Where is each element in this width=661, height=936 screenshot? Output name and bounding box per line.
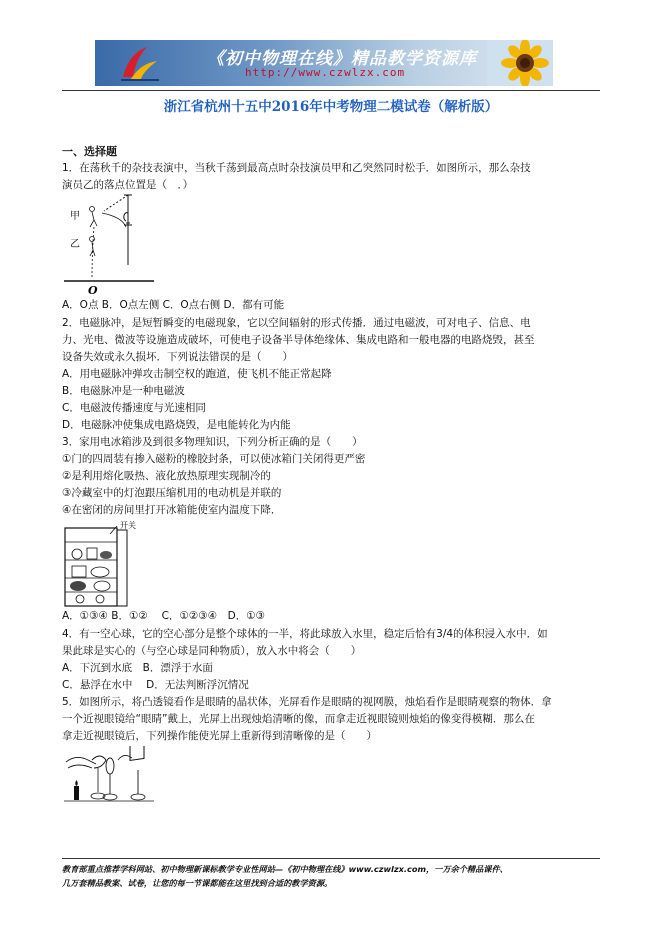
- q4-options-ab: A．下沉到水底 B．漂浮于水面: [62, 662, 213, 674]
- logo-icon: [117, 43, 161, 83]
- q1-stem-line1: 1．在荡秋千的杂技表演中，当秋千荡到最高点时杂技演员甲和乙突然同时松手．如图所示，那么杂技: [62, 162, 531, 174]
- q5-lens-figure: [62, 746, 162, 808]
- q1-swing-figure: [62, 193, 157, 295]
- footer-line2: 几万套精品教案、试卷，让您的每一节课都能在这里找到合适的教学资源。: [62, 878, 333, 888]
- header-banner: [95, 40, 553, 86]
- q3-statement-2: ②是利用熔化吸热、液化放热原理实现制冷的: [62, 470, 271, 482]
- q1-stem-line2: 演员乙的落点位置是（ ．）: [62, 179, 194, 191]
- footer-line1: 教育部重点推荐学科网站、初中物理新课标教学专业性网站—《初中物理在线》www.czwlzx.com，一万余个精品课件、: [62, 864, 508, 874]
- q1-label-yi: 乙: [70, 239, 80, 250]
- section-heading: 一、选择题: [62, 145, 117, 158]
- q3-options: A．①③④ B．①② C．①②③④ D．①③: [62, 610, 266, 622]
- banner-url: http://www.czwlzx.com: [245, 66, 406, 79]
- sunflower-icon: [487, 40, 553, 86]
- q1-options: A．O点 B．O点左侧 C．O点右侧 D．都有可能: [62, 299, 285, 311]
- q1-label-o: O: [88, 284, 98, 295]
- footer-rule: [62, 858, 600, 859]
- q2-option-c: C．电磁波传播速度与光速相同: [62, 402, 206, 414]
- q2-option-d: D．电磁脉冲使集成电路烧毁，是电能转化为内能: [62, 419, 291, 431]
- q4-stem-line1: 4．有一空心球，它的空心部分是整个球体的一半，将此球放入水里，稳定后恰有3/4的体积浸入水中．如: [62, 628, 548, 640]
- q3-statement-4: ④在密闭的房间里打开冰箱能使室内温度下降．: [62, 504, 282, 516]
- q5-stem-line2: 一个近视眼镜给“眼睛”戴上，光屏上出现烛焰清晰的像，而拿走近视眼镜则烛焰的像变得模糊．那么在: [62, 713, 535, 725]
- header-rule: [62, 90, 600, 91]
- q1-label-jia: 甲: [70, 211, 80, 222]
- q2-option-b: B．电磁脉冲是一种电磁波: [62, 385, 185, 397]
- q3-statement-1: ①门的四周装有掺入磁粉的橡胶封条，可以使冰箱门关闭得更严密: [62, 453, 366, 465]
- q4-options-cd: C．悬浮在水中 D．无法判断浮沉情况: [62, 679, 249, 691]
- q3-fridge-figure: [62, 520, 142, 608]
- document-title: 浙江省杭州十五中2016年中考物理二模试卷（解析版）: [163, 99, 499, 115]
- q5-stem-line1: 5．如图所示，将凸透镜看作是眼睛的晶状体，光屏看作是眼睛的视网膜，烛焰看作是眼睛观察的物体．拿: [62, 696, 552, 708]
- q4-stem-line2: 果此球是实心的（与空心球是同种物质），放入水中将会（ ）: [62, 645, 362, 657]
- q3-statement-3: ③冷藏室中的灯泡跟压缩机用的电动机是并联的: [62, 487, 282, 499]
- banner-title: 《初中物理在线》精品教学资源库: [207, 49, 477, 69]
- q2-stem-line3: 设备失效或永久损坏．下列说法错误的是（ ）: [62, 351, 293, 363]
- q2-stem-line1: 2．电磁脉冲，是短暂瞬变的电磁现象，它以空间辐射的形式传播．通过电磁波，可对电子、信息、电: [62, 317, 531, 329]
- q3-switch-label: 开关: [120, 521, 136, 530]
- q2-stem-line2: 力、光电、微波等设施造成破坏，可使电子设备半导体绝缘体、集成电路和一般电器的电路烧毁，甚至: [62, 334, 535, 346]
- q3-stem: 3．家用电冰箱涉及到很多物理知识，下列分析正确的是（ ）: [62, 436, 363, 448]
- q2-option-a: A．用电磁脉冲弹攻击制空权的跑道，使飞机不能正常起降: [62, 368, 332, 380]
- q5-stem-line3: 拿走近视眼镜后，下列操作能使光屏上重新得到清晰像的是（ ）: [62, 730, 377, 742]
